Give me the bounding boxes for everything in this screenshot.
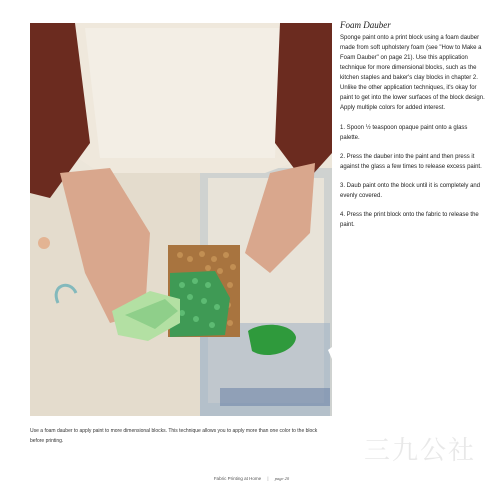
technique-photo	[30, 23, 332, 416]
step-item: 3. Daub paint onto the block until it is completely and evenly covered.	[340, 183, 481, 199]
watermark: 三九公社	[364, 436, 477, 466]
step-item: 4. Press the print block onto the fabric to release the paint.	[340, 212, 479, 228]
step-item: 2. Press the dauber into the paint and then press it against the glass a few times to release excess paint.	[340, 154, 482, 170]
book-title: Fabric Printing at Home	[213, 476, 262, 481]
photo-caption: Use a foam dauber to apply paint to more dimensional blocks. This technique allows you to apply more than one color to the block before printing.	[30, 428, 318, 444]
step-item: 1. Spoon ½ teaspoon opaque paint onto a glass palette.	[340, 125, 468, 141]
photo-illustration	[30, 23, 332, 416]
intro-paragraph: Sponge paint onto a print block using a foam dauber made from soft upholstery foam (see "How to Make a Foam Dauber" on page 21). Use this application technique for more dimensional blocks, such as the kitchen staples and baker's clay blocks in chapter 2. Unlike the other application techniques, it's okay for paint to get into the lower surfaces of the block design. Apply multiple colors for added interest.	[340, 35, 485, 111]
section-title: Foam Dauber	[340, 20, 391, 30]
technique-sidebar	[340, 20, 485, 239]
footer-separator: |	[267, 476, 269, 481]
page-footer	[0, 476, 503, 481]
page-number: page 20	[274, 476, 290, 481]
steps-list	[340, 123, 485, 230]
